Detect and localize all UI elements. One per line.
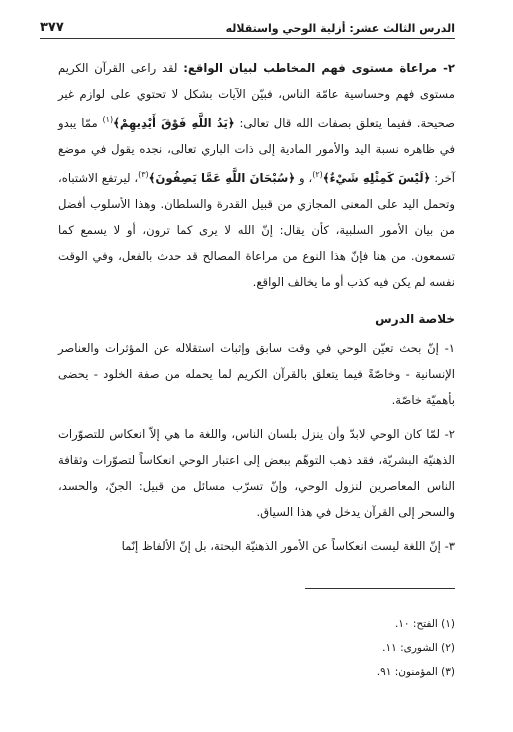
paragraph-text: لقد راعى القرآن الكريم مستوى فهم وحساسية عامّة الناس، فبيّن الآيات بشكل لا تحتوي على لوازم غير صحيحة. ففيما يتعلق بصفات الله قال تعالى:	[58, 61, 456, 130]
summary-item: ٢- لمّا كان الوحي لابدّ وأن ينزل بلسان الناس، واللغة ما هي إلاّ انعكاس للتصوّرات الذهنيّة البشريّة، فقد ذهب التوهّم ببعض إلى اعتبار الوحي انعكاساً لتصوّرات وثقافة الناس المعاصرين لنزول الوحي، وإنّ تسرّب مسائل من قبيل: الجنّ، والحسد، والسحر إلى القرآن يدخل في هذا السياق.	[58, 426, 455, 519]
quran-quote: ﴿لَيْسَ كَمِثْلِهِ شَيْءٌ﴾	[322, 170, 431, 185]
paragraph-lead: ٢- مراعاة مستوى فهم المخاطب لبيان الواقع:	[183, 61, 455, 75]
section-heading: خلاصة الدرس	[375, 311, 455, 326]
footnote-ref: (٣)	[138, 169, 149, 179]
paragraph-text: ، ليرتفع الاشتباه، وتحمل اليد على المعنى المجازي من قبيل القدرة والسلطان. وهذا الأسلوب أفضل من بيان الأمور السلبية، كأن يقال: إنّ الله لا يرى كما ترون، أو لا يسمع كما تسمعون. من هنا فإنّ هذا النوع من مراعاة المصالح قد حدث بالفعل، وفي الوقت نفسه لم يكن فيه كذب أو ما يخالف الواقع.	[58, 170, 455, 289]
paragraph-text: ، و	[295, 170, 313, 185]
body-paragraph	[58, 55, 455, 295]
quran-quote: ﴿يَدُ اللَّهِ فَوْقَ أَيْدِيهِمْ﴾	[113, 115, 235, 130]
summary-item: ٣- إنّ اللغة ليست انعكاساً عن الأمور الذهنيّة البحتة، بل إنّ الألفاظ إنّما	[121, 538, 455, 553]
footnotes	[58, 612, 455, 684]
footnote-divider	[305, 588, 455, 589]
footnote-ref: (٢)	[312, 169, 323, 179]
page-number: ٣٧٧	[40, 20, 64, 35]
page-header	[40, 14, 455, 39]
summary-item: ١- إنّ بحث تعيّن الوحي في وقت سابق وإثبات استقلاله عن المؤثرات والعناصر الإنسانية - وخاصّةً فيما يتعلق بالقرآن الكريم لما يحمله من صفة الخلود - يحضى بأهميّة خاصّة.	[58, 340, 455, 407]
footnote-ref: (١)	[102, 115, 114, 124]
footnote: (٢) الشورى: ١١.	[382, 642, 455, 654]
paragraph-text: ممّا يبدو في ظاهره نسبة اليد والأمور المادية إلى ذات الباري تعالى، نجده يقول في موضع آخر:	[58, 115, 455, 185]
running-title: الدرس الثالث عشر: أزلية الوحي واستقلاله	[225, 22, 455, 35]
footnote: (١) الفتح: ١٠.	[394, 618, 455, 630]
quran-quote: ﴿سُبْحَانَ اللَّهِ عَمَّا يَصِفُونَ﴾	[148, 170, 296, 185]
page-body	[58, 55, 455, 559]
footnote: (٣) المؤمنون: ٩١.	[376, 666, 455, 678]
